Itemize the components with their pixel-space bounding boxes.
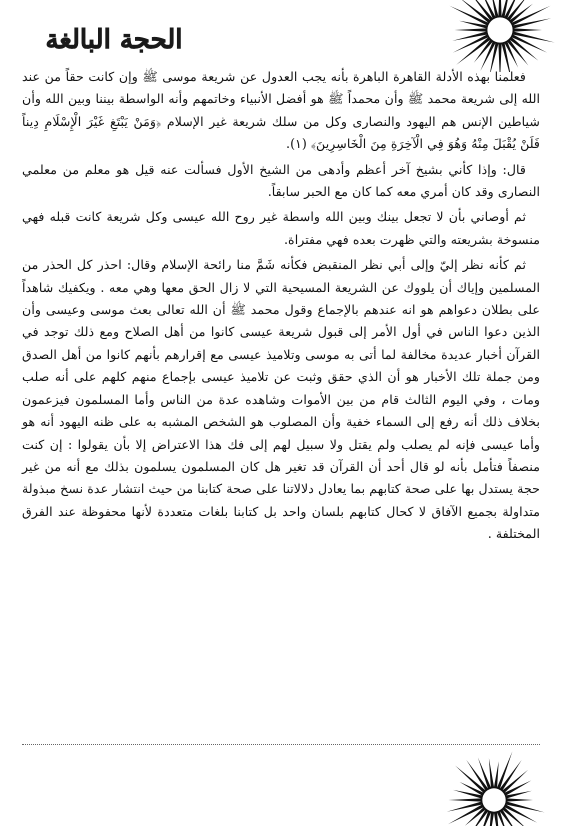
star-ornament-top xyxy=(396,0,562,72)
footnote-separator xyxy=(22,744,540,745)
running-header-title xyxy=(44,18,184,62)
paragraph: فعلمنا بهذه الأدلة القاهرة الباهرة بأنه يجب العدول عن شريعة موسى ﷺ وإن كانت حقاً من عند الله إلى شريعة محمد ﷺ وأن محمداً ﷺ هو أفضل الأنبياء وخاتمهم وأنه الواسطة بيننا وبين الله وأن شياطين الإنس هم اليهود والنصارى وكل من سلك شريعة غير الإسلام ﴿وَمَنْ يَبْتَغِ غَيْرَ الْإِسْلَامِ دِيناً فَلَنْ يُقْبَلَ مِنْهُ وَهُوَ فِي الْآخِرَةِ مِنَ الْخَاسِرِينَ﴾ (١). xyxy=(22,69,540,152)
paragraph: قال: وإذا كأني بشيخ آخر أعظم وأدهى من الشيخ الأول فسألت عنه قيل هو معلم من معلمي النصارى وقد كان أمري معه كما كان مع الحبر سابقاً. xyxy=(22,161,540,200)
main-text xyxy=(22,66,540,549)
paragraph: ثم كأنه نظر إليّ وإلى أبي نظر المنقبض فكأنه شَمَّ منا رائحة الإسلام وقال: احذر كل الحذر من المسلمين وإياك أن يلووك عن الشريعة المسيحية التي لا زال الحق معها وهي معه . ويكفيك شاهداً على بطلان دعواهم هو انه عندهم بالإجماع وقول محمد ﷺ أن الله تعالى بعث موسى وعيسى وأن الذين دعوا الناس في أول الأمر إلى قبول شريعة عيسى كانوا من أهل الصلاح ومع ذلك توجد في القرآن أخبار عديدة مخالفة لما أتى به موسى وتلاميذ عيسى مع إقرارهم بأنهم كانوا من أهل الصدق ومن جملة تلك الأخبار هو أن الذي حقق وثبت عن تلاميذ عيسى بإجماع منهم كلهم على أنه صلب ومات ، وفي اليوم الثالث قام من بين الأموات وشاهده عدة من الناس وأما المسلمون فيزعمون بخلاف ذلك أنه رفع إلى السماء خفية وأن المصلوب هو الشخص المشبه به على ظنه اليهود أنه هو وأما عيسى فإنه لم يصلب ولم يقتل ولا سبيل لهم إلى فك هذا الاعتراض إلا بأن يقولوا : إن كنت منصفاً فتأمل بأنه لو قال أحد أن القرآن قد تغير هل كان المسلمون يسلمون بذلك مع أنه من غير حجة يستدل بها على صحة كتابهم بما يعادل دلالاتنا على صحة كتابنا من حيث انتشار عدة نسخ مبذولة متداولة بجميع الآفاق لا كحال كتابهم بلسان واحد بل كتابنا بلغات متعددة لأنها محفوظة عند الفرق المختلفة . xyxy=(22,257,540,542)
header-title-text: الحجة البالغة xyxy=(45,25,183,55)
star-ornament-bottom xyxy=(404,748,562,826)
paragraph: ثم أوصاني بأن لا تجعل بينك وبين الله واسطة غير روح الله عيسى وكل شريعة كانت قبله فهي منسوخة بشريعته والتي ظهرت بعده فهي مفتراة. xyxy=(22,209,540,247)
